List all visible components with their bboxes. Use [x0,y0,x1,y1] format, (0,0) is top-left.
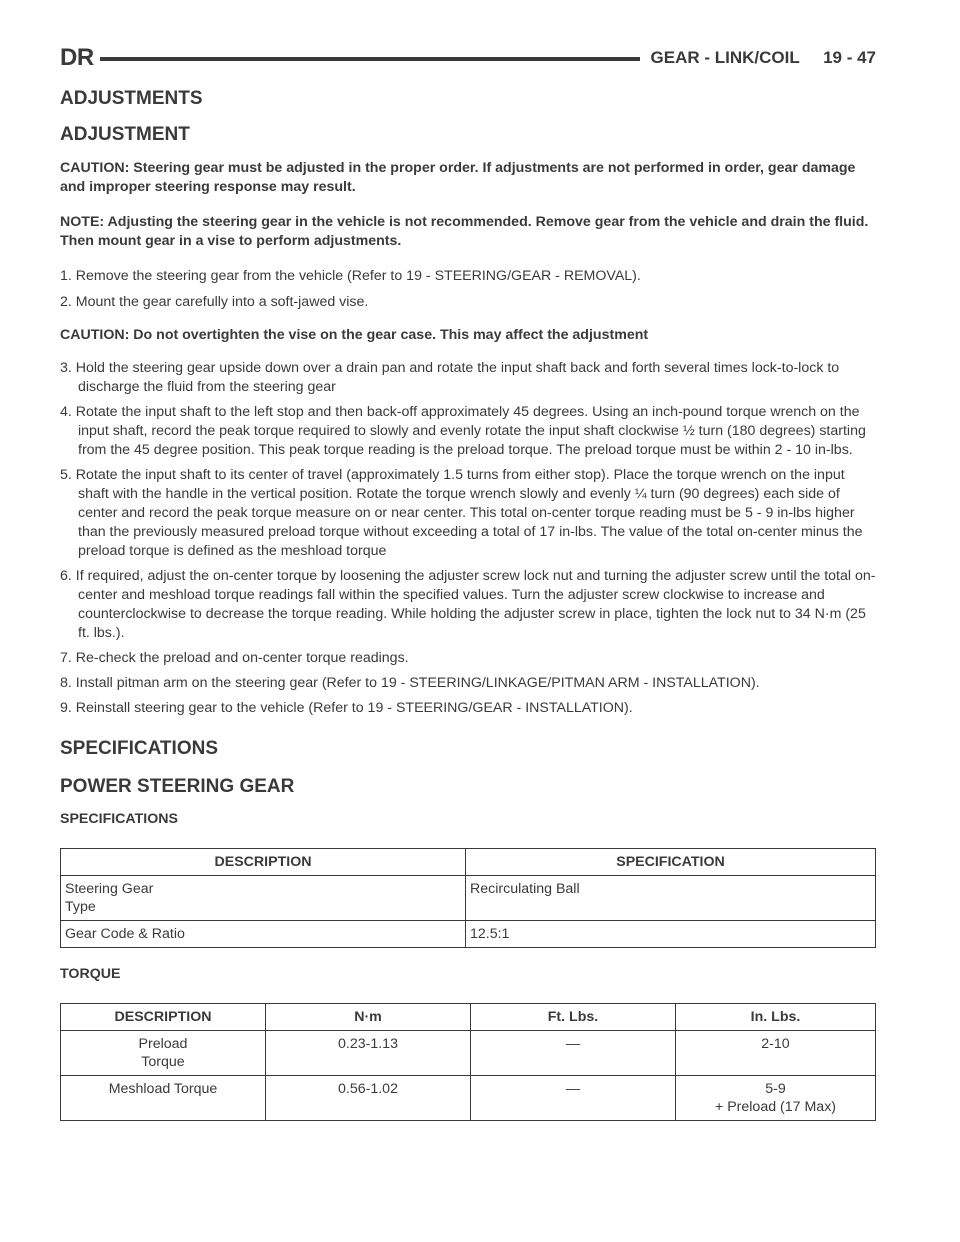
table-cell: Meshload Torque [61,1076,266,1121]
torque-header-description: DESCRIPTION [61,1004,266,1031]
subsection-title-power-steering-gear: POWER STEERING GEAR [60,776,295,797]
step-9: 9. Reinstall steering gear to the vehicle (Refer to 19 - STEERING/GEAR - INSTALLATION). [60,700,633,716]
step-5: 5. Rotate the input shaft to its center of travel (approximately 1.5 turns from either stop). Place the torque wrench on the input shaft with the handle in the vertical position. Rotate the torque wrench slowly and evenly ¼ turn (90 degrees) each side of center and record the peak torque measure on or near center. This total on-center torque reading must be 5 - 9 in-lbs higher than the previously measured preload torque without exceeding a total of 17 in-lbs. The value of the total on-center minus the preload torque is defined as the meshload torque [60,467,863,559]
spec-table [60,848,876,948]
torque-table-label: TORQUE [60,966,121,982]
caution-order: CAUTION: Steering gear must be adjusted in the proper order. If adjustments are not performed in order, gear damage and improper steering response may result. [60,160,856,195]
header-model-code: DR [60,44,94,71]
torque-header-inlbs: In. Lbs. [676,1004,876,1031]
step-6: 6. If required, adjust the on-center torque by loosening the adjuster screw lock nut and turning the adjuster screw until the total on-center and meshload torque readings fall within the specified values. Turn the adjuster screw clockwise to increase and counterclockwise to decrease the torque reading. While holding the adjuster screw in place, tighten the lock nut to 34 N·m (25 ft. lbs.). [60,568,876,641]
note-vehicle: NOTE: Adjusting the steering gear in the vehicle is not recommended. Remove gear from the vehicle and drain the fluid. Then mount gear in a vise to perform adjustments. [60,214,869,249]
table-cell: 0.23-1.13 [266,1031,471,1076]
spec-header-description: DESCRIPTION [61,849,466,876]
table-cell: 0.56-1.02 [266,1076,471,1121]
page-header [60,44,876,74]
table-cell: Preload Torque [61,1031,266,1076]
torque-header-ftlbs: Ft. Lbs. [471,1004,676,1031]
table-cell: 12.5:1 [466,921,876,948]
table-cell: Recirculating Ball [466,876,876,921]
step-4: 4. Rotate the input shaft to the left stop and then back-off approximately 45 degrees. Using an inch-pound torque wrench on the input shaft, record the peak torque required to slowly and evenly rotate the input shaft clockwise ½ turn (180 degrees) starting from the 45 degree position. This peak torque reading is the preload torque. The preload torque must be within 2 - 10 in-lbs. [60,404,866,458]
table-row [61,876,876,921]
table-cell: — [471,1031,676,1076]
table-cell: Steering Gear Type [61,876,466,921]
section-title-specifications: SPECIFICATIONS [60,738,218,759]
step-1: 1. Remove the steering gear from the vehicle (Refer to 19 - STEERING/GEAR - REMOVAL). [60,268,641,284]
table-cell: 2-10 [676,1031,876,1076]
header-section-page: GEAR - LINK/COIL 19 - 47 [650,48,876,67]
table-cell: Gear Code & Ratio [61,921,466,948]
step-3: 3. Hold the steering gear upside down over a drain pan and rotate the input shaft back and forth several times lock-to-lock to discharge the fluid from the steering gear [60,360,840,395]
subsection-title-adjustment: ADJUSTMENT [60,124,190,145]
section-title-adjustments: ADJUSTMENTS [60,88,203,109]
step-2: 2. Mount the gear carefully into a soft-jawed vise. [60,294,369,310]
table-row [61,1031,876,1076]
header-rule [100,57,640,61]
table-cell: — [471,1076,676,1121]
page-content [60,88,876,1121]
table-row [61,1076,876,1121]
step-8: 8. Install pitman arm on the steering gear (Refer to 19 - STEERING/LINKAGE/PITMAN ARM - INSTALLATION). [60,675,760,691]
caution-vise: CAUTION: Do not overtighten the vise on the gear case. This may affect the adjustment [60,327,649,343]
table-cell: 5-9 + Preload (17 Max) [676,1076,876,1121]
spec-table-label: SPECIFICATIONS [60,811,178,827]
torque-table [60,1003,876,1121]
step-7: 7. Re-check the preload and on-center torque readings. [60,650,409,666]
spec-header-specification: SPECIFICATION [466,849,876,876]
table-row [61,921,876,948]
torque-header-nm: N·m [266,1004,471,1031]
